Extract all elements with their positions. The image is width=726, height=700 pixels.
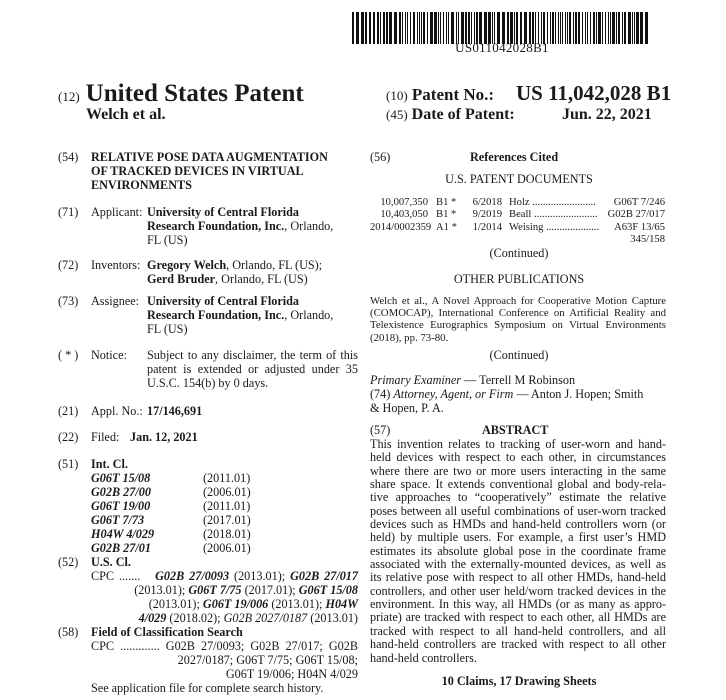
references-continued: (Continued) (489, 246, 549, 260)
abstract-line: tracked with respect to all hand-held controllers, and all (370, 623, 666, 638)
us-cl-code: (52) (58, 555, 79, 569)
int-cl-row (58, 499, 358, 513)
attorney-name: Anton J. Hopen; Smith (530, 387, 644, 401)
other-publications-heading: OTHER PUBLICATIONS (453, 272, 585, 286)
references-code: (56) (370, 150, 391, 164)
abstract-line: poses between all useful combinations of user-worn tracked (370, 503, 666, 518)
int-cl-code: (51) (58, 457, 79, 471)
reference-name-with-leader: Beall ........................ (509, 209, 598, 221)
cpc-code: G06T 19/006 (202, 597, 269, 611)
inventor-name: Gregory Welch (147, 258, 227, 272)
attorney-code: (74) (370, 387, 391, 401)
filed-value: Jan. 12, 2021 (130, 430, 198, 444)
patent-number: US 11,042,028 B1 (516, 81, 672, 105)
applicant-label: Applicant: (91, 205, 143, 219)
reference-kind: B1 * (436, 197, 457, 208)
cpc-version: (2013.01) (307, 611, 358, 625)
abstract-line: share space. It extends conventional global and body-rela- (370, 477, 666, 492)
int-cl-row (58, 541, 358, 555)
references-heading (370, 150, 668, 164)
applicant-location: , Orlando, (284, 219, 334, 233)
abstract-line: where there are two or more users interacting in the same (370, 463, 666, 478)
doc-type-title: United States Patent (85, 80, 304, 107)
abstract-line: controllers, and other user held/worn tracked devices in the (370, 583, 666, 598)
applicant-name: Research Foundation, Inc. (147, 219, 285, 233)
notice-line: U.S.C. 154(b) by 0 days. (147, 376, 269, 390)
field-search-note: See application file for complete search history. (91, 681, 324, 695)
reference-row (370, 209, 670, 221)
abstract-line: held) by multiple users. For example, a first user’s HMD (370, 530, 666, 545)
reference-row (370, 222, 670, 234)
reference-row (370, 234, 670, 246)
applicant-code: (71) (58, 205, 79, 219)
cpc-version: (2013.01); (268, 597, 326, 611)
cpc-code: G02B 27/0093 (155, 569, 230, 583)
inventor-name: Gerd Bruder (147, 272, 216, 286)
applicant-location: FL (US) (147, 233, 188, 247)
cpc-code: G02B 27/017 (290, 569, 358, 583)
invention-title (91, 150, 358, 192)
cpc-version: (2017.01); (241, 583, 299, 597)
title-line: OF TRACKED DEVICES IN VIRTUAL (91, 164, 304, 178)
notice-label: Notice: (91, 348, 127, 362)
attorney-name: & Hopen, P. A. (370, 401, 444, 415)
publication-line: (COMOCAP), International Conference on Artificial Reality and (370, 307, 666, 320)
primary-examiner (370, 373, 668, 387)
notice-field (58, 348, 358, 392)
inventors-label: Inventors: (91, 258, 141, 272)
applicant-name: University of Central Florida (147, 205, 299, 219)
field-search (58, 625, 358, 695)
reference-kind: B1 * (436, 209, 457, 221)
cpc-version: (2013.01); (134, 583, 189, 597)
reference-row (370, 197, 670, 209)
notice-code: ( * ) (58, 348, 79, 362)
field-search-code: (58) (58, 625, 79, 639)
notice-line: patent is extended or adjusted under 35 (147, 362, 358, 376)
field-search-line: 2027/0187; G06T 7/75; G06T 15/08; (177, 653, 358, 667)
assignee-name: University of Central Florida (147, 294, 299, 308)
reference-name: Holz (509, 197, 530, 208)
assignee-field (58, 294, 358, 338)
inventor-location: , Orlando, FL (US) (215, 272, 308, 286)
cpc-code: G06T 7/75 (188, 583, 242, 597)
cpc-code: 4/029 (138, 611, 167, 625)
cpc-code: H04W (325, 597, 358, 611)
reference-class: G06T 7/246 (613, 197, 665, 208)
field-search-value (91, 639, 358, 695)
abstract-line: its relative pose with respect to all other HMDs, hand-held (370, 570, 666, 585)
reference-name: Weising (509, 221, 544, 233)
int-cl-code-value: H04W 4/029 (91, 527, 155, 541)
publications-continued: (Continued) (489, 348, 549, 362)
title-code: (54) (58, 150, 79, 164)
reference-date: 9/2019 (472, 209, 502, 221)
abstract-heading (370, 423, 668, 437)
int-cl-list (58, 471, 358, 555)
int-cl-version: (2018.01) (203, 527, 251, 541)
field-search-label: Field of Classification Search (91, 625, 243, 639)
references-title: References Cited (470, 150, 559, 164)
inventors-field (58, 258, 358, 288)
notice-line: Subject to any disclaimer, the term of this (147, 348, 358, 362)
cpc-version: (2013.01); (148, 597, 203, 611)
title-field (58, 150, 358, 194)
doc-type-code: (12) (58, 89, 80, 104)
document-type (58, 80, 304, 108)
abstract-line: hand-held controllers are tracked with respect to all other (370, 637, 666, 652)
reference-date: 1/2014 (472, 221, 502, 233)
field-search-line: G06T 19/006; H04N 4/029 (225, 667, 358, 681)
authors: Welch et al. (86, 106, 166, 123)
patent-date: Jun. 22, 2021 (562, 106, 652, 123)
reference-number: 10,403,050 (380, 209, 428, 221)
int-cl-version: (2006.01) (203, 485, 251, 499)
attorney (370, 387, 668, 415)
reference-number: 2014/0002359 (370, 221, 432, 233)
inventors-value (147, 258, 358, 286)
int-cl-code-value: G06T 15/08 (91, 471, 151, 485)
dash: — (461, 373, 480, 387)
publication-line: Welch et al., A Novel Approach for Cooperative Motion Capture (370, 295, 666, 307)
appl-no-field (58, 404, 358, 418)
applicant-field (58, 205, 358, 249)
int-cl-code-value: G02B 27/00 (91, 485, 151, 499)
reference-date: 6/2018 (472, 197, 502, 208)
abstract-line: This invention relates to tracking of user-worn and hand- (370, 437, 666, 451)
cpc-version: (2013.01); (229, 569, 291, 583)
int-cl-code-value: G02B 27/01 (91, 541, 151, 555)
int-cl-row (58, 513, 358, 527)
int-cl-code-value: G06T 19/00 (91, 499, 151, 513)
us-cl-field (58, 555, 358, 625)
reference-kind: A1 * (436, 221, 457, 233)
inventor-location: , Orlando, FL (US); (226, 258, 323, 272)
cpc-prefix: CPC ....... (91, 569, 141, 583)
assignee-location: , Orlando, (284, 308, 334, 322)
examiner-name: Terrell M Robinson (479, 373, 576, 387)
int-cl-field (58, 457, 358, 555)
reference-class: G02B 27/017 (607, 209, 665, 221)
int-cl-label: Int. Cl. (91, 457, 128, 471)
patent-date-label: Date of Patent: (411, 106, 515, 123)
abstract-body (370, 438, 666, 665)
dash: — (513, 387, 531, 401)
appl-no-code: (21) (58, 404, 79, 418)
appl-no-value: 17/146,691 (147, 404, 203, 418)
claims-summary: 10 Claims, 17 Drawing Sheets (441, 674, 597, 688)
publication-line: Telexistence Eurographics Symposium on Virtual Environments (370, 319, 666, 332)
filed-label: Filed: (91, 430, 120, 444)
reference-class: 345/158 (630, 233, 665, 245)
abstract-code: (57) (370, 423, 391, 437)
title-line: ENVIRONMENTS (91, 178, 192, 192)
int-cl-version: (2006.01) (203, 541, 251, 555)
int-cl-version: (2011.01) (203, 471, 251, 485)
patent-number-row (386, 81, 672, 105)
abstract-line: estimates its absolute global pose in the coordinate frame (370, 543, 666, 558)
cpc-code: G06T 15/08 (298, 583, 358, 597)
patent-date-code: (45) (386, 107, 408, 122)
applicant-value (147, 205, 358, 247)
barcode-number: US011042028B1 (455, 40, 549, 55)
cpc-code: G02B 2027/0187 (223, 611, 308, 625)
patent-number-label: Patent No.: (411, 85, 495, 104)
patent-date-row (386, 106, 652, 124)
title-line: RELATIVE POSE DATA AUGMENTATION (91, 150, 328, 164)
int-cl-row (58, 471, 358, 485)
abstract-line: hand-held controllers. (370, 650, 477, 665)
inventors-code: (72) (58, 258, 79, 272)
int-cl-row (58, 527, 358, 541)
abstract-line: environment. In this way, all HMDs (or as many as appro- (370, 597, 666, 612)
field-search-line: CPC ............. G02B 27/0093; G02B 27/017; G02B (91, 639, 358, 653)
us-patent-documents-heading: U.S. PATENT DOCUMENTS (445, 172, 593, 186)
abstract-title: ABSTRACT (482, 423, 549, 437)
int-cl-version: (2011.01) (203, 499, 251, 513)
int-cl-code-value: G06T 7/73 (91, 513, 145, 527)
filed-code: (22) (58, 430, 79, 444)
notice-value (147, 348, 358, 390)
abstract-line: tive approaches to “cooperatively” estimate the relative (370, 490, 666, 505)
references-table (370, 197, 670, 246)
assignee-value (147, 294, 358, 336)
us-cl-cpc (91, 569, 358, 625)
reference-class: A63F 13/65 (614, 221, 665, 233)
int-cl-version: (2017.01) (203, 513, 251, 527)
abstract-line: held devices with respect to each other, in circumstances (370, 450, 666, 465)
int-cl-row (58, 485, 358, 499)
patent-number-code: (10) (386, 88, 408, 103)
filed-field (58, 430, 358, 444)
reference-name-with-leader: Weising .................... (509, 221, 600, 233)
cpc-version: (2018.02); (166, 611, 224, 625)
appl-no-label: Appl. No.: (91, 404, 143, 418)
assignee-label: Assignee: (91, 294, 140, 308)
abstract-line: priate) are tracked with respect to each other, all HMDs are (370, 610, 666, 625)
reference-name-with-leader: Holz ........................ (509, 197, 596, 208)
abstract-line: devices such as HMDs and hand-held controllers worn (or (370, 517, 666, 532)
reference-number: 10,007,350 (380, 197, 428, 208)
publication-line: (2018), pp. 73-80. (370, 331, 449, 344)
us-cl-label: U.S. Cl. (91, 555, 131, 569)
other-publications (370, 295, 666, 344)
attorney-label: Attorney, Agent, or Firm (393, 387, 514, 401)
assignee-name: Research Foundation, Inc. (147, 308, 285, 322)
assignee-location: FL (US) (147, 322, 188, 336)
abstract-line: associated with the externally-mounted devices, as well as (370, 557, 666, 572)
assignee-code: (73) (58, 294, 79, 308)
reference-name: Beall (509, 209, 532, 221)
examiner-label: Primary Examiner (370, 373, 462, 387)
